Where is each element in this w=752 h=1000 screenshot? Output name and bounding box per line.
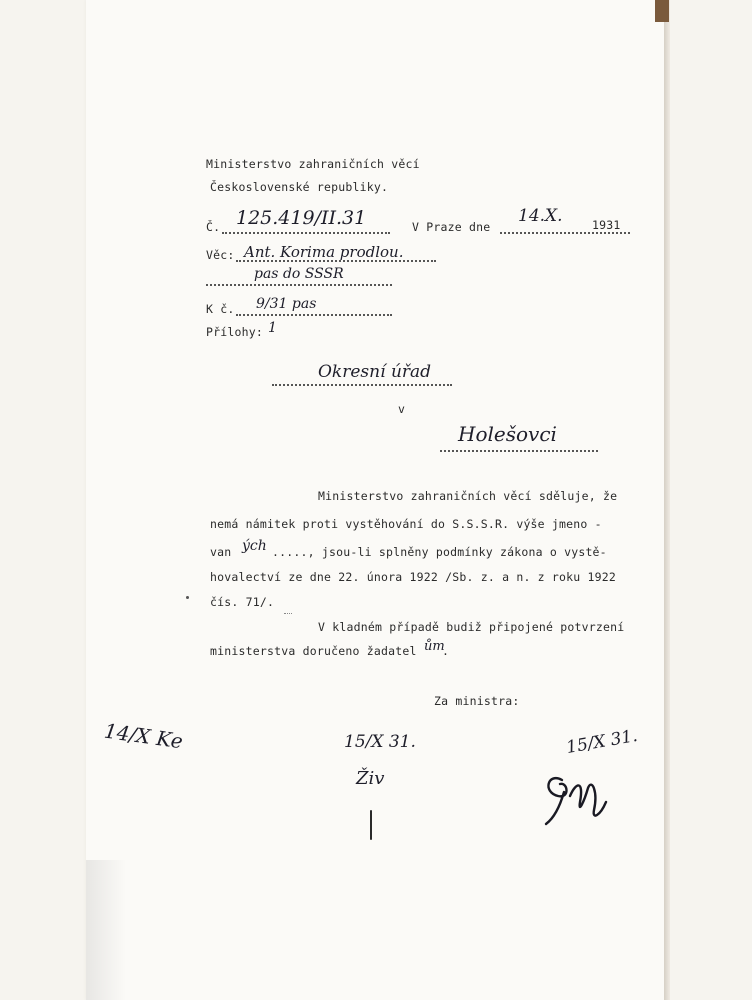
body-line-2: nemá námitek proti vystěhování do S.S.S.R. výše jmeno -: [210, 517, 602, 531]
office-dotted-line: [272, 384, 452, 386]
city-dotted-line: [440, 450, 598, 452]
reference-handwritten: 9/31 pas: [256, 296, 317, 312]
reference-dotted-line: [236, 314, 392, 316]
date-dotted-line: [500, 232, 630, 234]
body-line-4: hovalectví ze dne 22. února 1922 /Sb. z. a n. z roku 1922: [210, 570, 617, 584]
body-line-7a: ministerstva doručeno žadatel: [210, 644, 417, 658]
pencil-dot: [186, 596, 189, 599]
place-date-label: V Praze dne: [412, 220, 491, 234]
body-line-5: čís. 71/.: [210, 595, 275, 609]
number-handwritten: 125.419/II.31: [236, 207, 367, 229]
body-line-3-handwritten: ých: [242, 538, 267, 554]
subject-handwritten-1: Ant. Korima prodlou.: [244, 243, 404, 261]
recipient-office: Okresní úřad: [318, 362, 432, 382]
subject-dotted-line-2: [206, 284, 392, 286]
number-dotted-line: [222, 232, 390, 234]
body-line-3a: van: [210, 545, 232, 559]
note-left: 14/X Ke: [102, 718, 185, 754]
pen-stroke: [370, 810, 372, 840]
note-middle-date: 15/X 31.: [344, 732, 416, 752]
attachments-label: Přílohy:: [206, 325, 263, 339]
subject-label: Věc:: [206, 248, 235, 262]
body-line-6: V kladném případě budiž připojené potvrzení: [318, 620, 625, 634]
page-shadow: [86, 860, 126, 1000]
recipient-v: v: [398, 402, 406, 416]
ministry-name: Ministerstvo zahraničních věcí: [206, 157, 420, 171]
reference-label: K č.: [206, 302, 235, 316]
date-year: 1931: [592, 218, 621, 232]
body-line-3b: ....., jsou-li splněny podmínky zákona o vystě-: [272, 545, 607, 559]
number-label: Č.: [206, 220, 221, 234]
signature-icon: [540, 762, 620, 832]
note-middle-initials: Živ: [356, 768, 385, 789]
republic-name: Československé republiky.: [210, 180, 389, 194]
recipient-city: Holešovci: [458, 422, 557, 446]
body-line-7-handwritten: ům: [424, 639, 445, 654]
body-line-7b: .: [442, 644, 450, 658]
note-right-date: 15/X 31.: [564, 725, 640, 759]
attachments-handwritten: 1: [268, 320, 277, 336]
subject-handwritten-2: pas do SSSR: [254, 266, 344, 282]
pencil-mark: [284, 613, 292, 620]
page-edge: [664, 0, 670, 1000]
signoff: Za ministra:: [434, 694, 520, 708]
date-handwritten: 14.X.: [518, 206, 563, 226]
body-line-1: Ministerstvo zahraničních věcí sděluje, že: [318, 489, 618, 503]
binding-corner: [655, 0, 669, 22]
